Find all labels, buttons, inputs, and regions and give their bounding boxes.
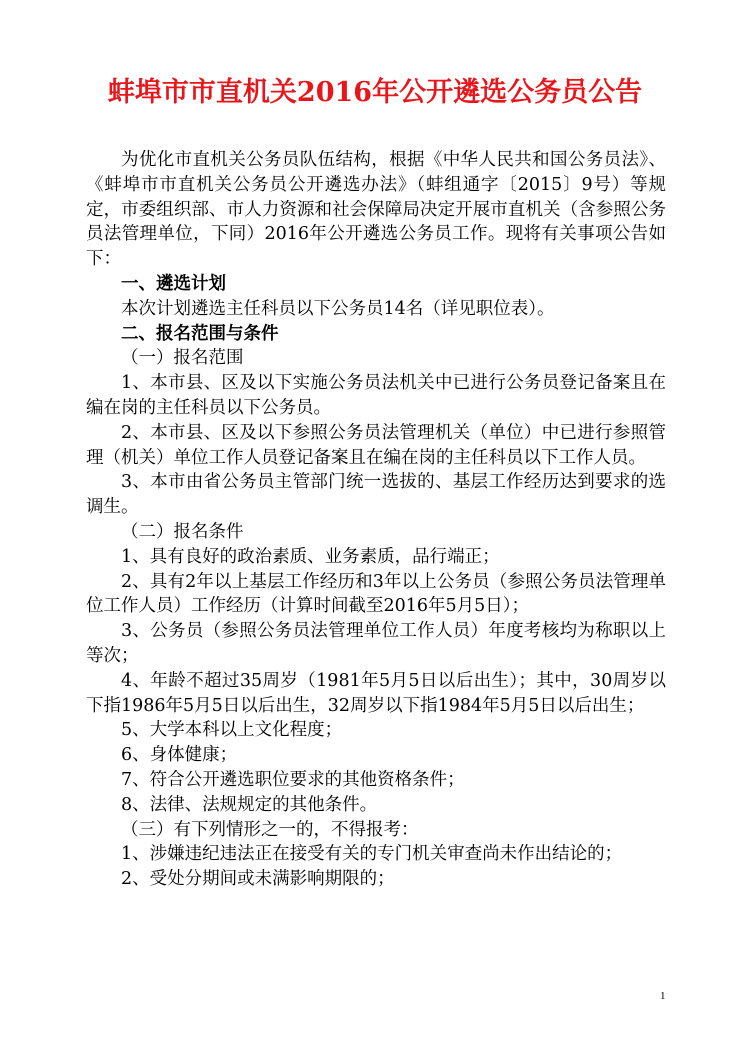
paragraph: （二）报名条件 [121,521,244,542]
paragraph: 1、涉嫌违纪违法正在接受有关的专门机关审查尚未作出结论的； [121,844,623,865]
paragraph: 1、本市县、区及以下实施公务员法机关中已进行公务员登记备案且在编在岗的主任科员以下公务员。 [86,373,666,418]
paragraph: 本次计划遴选主任科员以下公务员14名（详见职位表）。 [121,298,555,319]
paragraph: 2、受处分期间或未满影响期限的； [121,869,395,890]
paragraph: 6、身体健康； [121,745,238,766]
paragraph: 为优化市直机关公务员队伍结构，根据《中华人民共和国公务员法》、《蚌埠市市直机关公务员公开遴选办法》（蚌组通字〔2015〕9号）等规定，市委组织部、市人力资源和社会保障局决定开展市直机关（含参照公务员法管理单位，下同）2016年公开遴选公务员工作。现将有关事项公告如下： [86,150,666,270]
paragraph: 3、本市由省公务员主管部门统一选拔的、基层工作经历达到要求的选调生。 [86,472,666,518]
paragraph: （三）有下列情形之一的，不得报考： [121,819,419,840]
page-number: 1 [660,990,666,1002]
paragraph: 1、具有良好的政治素质、业务素质，品行端正； [121,546,500,567]
section-heading: 二、报名范围与条件 [121,323,279,344]
paragraph: 2、本市县、区及以下参照公务员法管理机关（单位）中已进行参照管理（机关）单位工作人员登记备案且在编在岗的主任科员以下工作人员。 [86,422,666,468]
paragraph: （一）报名范围 [121,348,244,369]
section-heading: 一、遴选计划 [121,273,226,294]
document-title: 蚌埠市市直机关2016年公开遴选公务员公告 [107,77,643,108]
paragraph: 8、法律、法规规定的其他条件。 [121,794,378,815]
document-body [86,148,666,892]
paragraph: 7、符合公开遴选职位要求的其他资格条件； [121,769,465,790]
paragraph: 4、年龄不超过35周岁（1981年5月5日以后出生）；其中，30周岁以下指1986年5月5日以后出生，32周岁以下指1984年5月5日以后出生； [86,670,666,716]
paragraph: 5、大学本科以上文化程度； [121,720,343,741]
paragraph: 2、具有2年以上基层工作经历和3年以上公务员（参照公务员法管理单位工作人员）工作经历（计算时间截至2016年5月5日）； [86,571,666,617]
paragraph: 3、公务员（参照公务员法管理单位工作人员）年度考核均为称职以上等次； [86,621,666,666]
